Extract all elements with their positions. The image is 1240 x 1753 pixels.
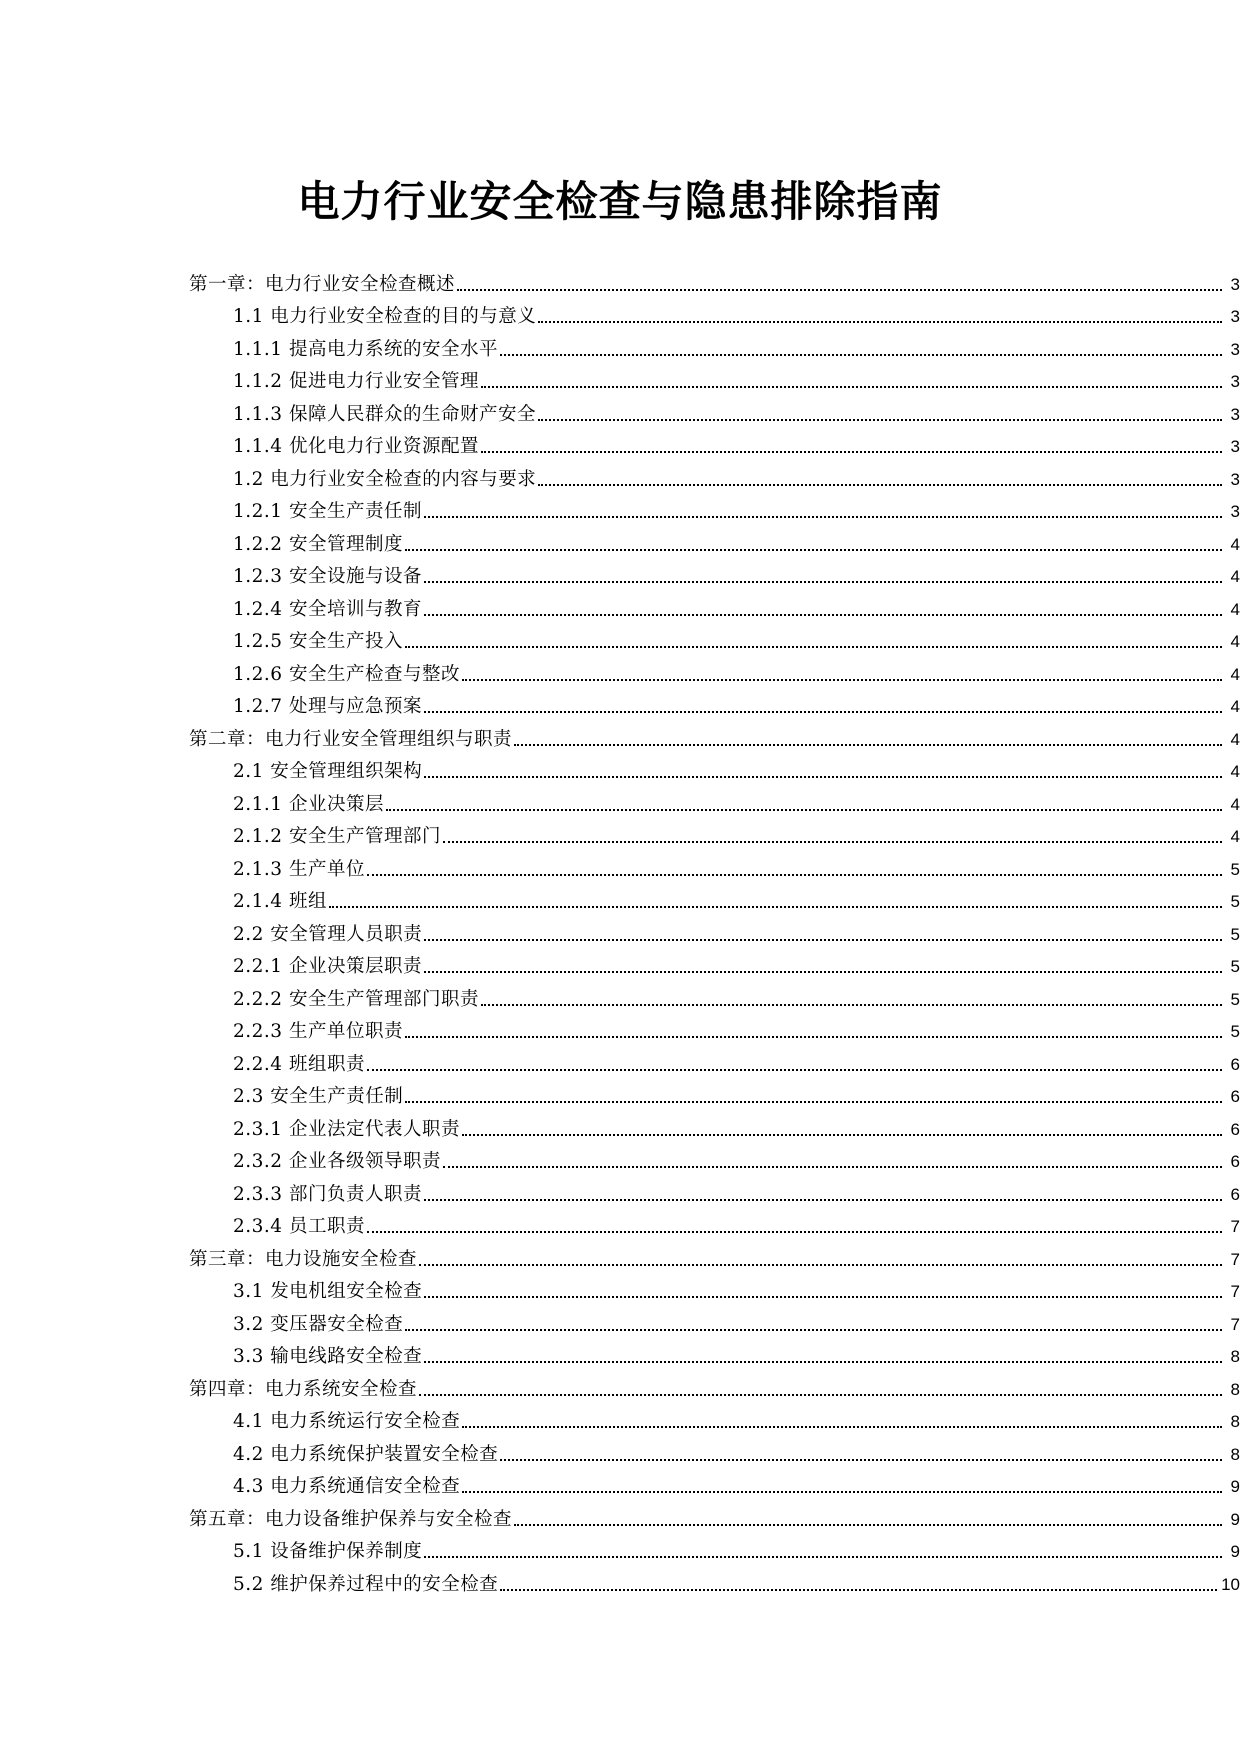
toc-page-number: 4 (1230, 762, 1240, 781)
toc-entry[interactable] (0, 268, 1240, 301)
dot-leader (500, 353, 1222, 356)
dot-leader (424, 580, 1222, 583)
toc-page-number: 4 (1230, 697, 1240, 716)
dot-leader (500, 1588, 1217, 1591)
dot-leader (405, 1100, 1222, 1103)
toc-page-number: 3 (1230, 274, 1240, 294)
toc-entry-title: 1.2.6 安全生产检查与整改 (233, 663, 460, 685)
toc-entry-title: 2.2.3 生产单位职责 (233, 1021, 403, 1042)
toc-page-number: 5 (1230, 859, 1240, 879)
dot-leader (462, 1490, 1222, 1493)
toc-page-number: 3 (1230, 372, 1240, 391)
toc-entry-title: 4.1 电力系统运行安全检查 (233, 1411, 461, 1432)
toc-page-number: 5 (1230, 1022, 1240, 1041)
toc-entry[interactable] (0, 398, 1240, 431)
toc-page-number: 4 (1230, 599, 1240, 619)
toc-entry[interactable] (0, 431, 1240, 464)
dot-leader (405, 1328, 1222, 1331)
toc-entry[interactable] (0, 528, 1240, 561)
toc-page-number: 8 (1230, 1412, 1240, 1431)
dot-leader (481, 1003, 1222, 1006)
toc-entry-title: 1.2.5 安全生产投入 (233, 631, 403, 652)
toc-entry-title: 2.2.4 班组职责 (233, 1053, 365, 1075)
dot-leader (329, 905, 1222, 908)
toc-entry-title: 2.2.1 企业决策层职责 (233, 956, 422, 977)
toc-page-number: 3 (1230, 404, 1240, 424)
toc-entry[interactable] (0, 886, 1240, 919)
toc-entry-title: 2.3 安全生产责任制 (233, 1086, 404, 1107)
dot-leader (424, 1555, 1222, 1558)
toc-entry[interactable] (0, 1373, 1240, 1406)
toc-entry[interactable] (0, 1211, 1240, 1244)
dot-leader (538, 483, 1222, 486)
toc-entry-title: 2.3.2 企业各级领导职责 (233, 1151, 441, 1172)
dot-leader (419, 1393, 1222, 1396)
toc-entry-title: 1.2.4 安全培训与教育 (233, 598, 422, 620)
toc-entry[interactable] (0, 496, 1240, 529)
dot-leader (386, 808, 1222, 811)
toc-entry[interactable] (0, 756, 1240, 789)
dot-leader (367, 1068, 1222, 1071)
toc-page-number: 8 (1230, 1379, 1240, 1399)
dot-leader (462, 1425, 1222, 1428)
toc-entry[interactable] (0, 1146, 1240, 1179)
dot-leader (443, 840, 1222, 843)
toc-page-number: 7 (1230, 1282, 1240, 1301)
toc-page-number: 3 (1230, 502, 1240, 521)
toc-entry[interactable] (0, 691, 1240, 724)
toc-entry-title: 2.1 安全管理组织架构 (233, 761, 423, 782)
toc-entry[interactable] (0, 821, 1240, 854)
toc-entry-title: 1.2.3 安全设施与设备 (233, 566, 422, 587)
dot-leader (405, 645, 1222, 648)
toc-entry[interactable] (0, 593, 1240, 626)
toc-entry-title: 1.1.1 提高电力系统的安全水平 (233, 338, 498, 360)
toc-page-number: 4 (1230, 632, 1240, 651)
toc-entry[interactable] (0, 1178, 1240, 1211)
toc-entry-title: 3.3 输电线路安全检查 (233, 1346, 423, 1367)
document-title: 电力行业安全检查与隐患排除指南 (297, 177, 943, 226)
dot-leader (500, 1458, 1222, 1461)
toc-entry-title: 2.3.4 员工职责 (233, 1216, 365, 1237)
toc-page-number: 3 (1230, 339, 1240, 359)
toc-page-number: 4 (1230, 534, 1240, 554)
toc-entry[interactable] (0, 1341, 1240, 1374)
toc-page-number: 6 (1230, 1152, 1240, 1171)
toc-entry-title: 2.2 安全管理人员职责 (233, 923, 423, 945)
dot-leader (481, 385, 1222, 388)
toc-entry[interactable] (0, 983, 1240, 1016)
dot-leader (538, 320, 1222, 323)
toc-page-number: 6 (1230, 1184, 1240, 1204)
dot-leader (405, 548, 1222, 551)
toc-entry[interactable] (0, 1081, 1240, 1114)
toc-page-number: 5 (1230, 957, 1240, 976)
toc-entry[interactable] (0, 1016, 1240, 1049)
toc-page-number: 4 (1230, 729, 1240, 749)
toc-entry[interactable] (0, 333, 1240, 366)
toc-page-number: 3 (1230, 437, 1240, 456)
toc-page-number: 7 (1230, 1314, 1240, 1334)
toc-entry-title: 2.1.3 生产单位 (233, 858, 365, 880)
toc-entry-title: 4.3 电力系统通信安全检查 (233, 1476, 461, 1497)
toc-entry-title: 1.1.2 促进电力行业安全管理 (233, 371, 479, 392)
toc-page-number: 10 (1221, 1574, 1240, 1594)
toc-entry-title: 1.2.1 安全生产责任制 (233, 501, 422, 522)
toc-entry[interactable] (0, 951, 1240, 984)
toc-entry-title: 2.1.1 企业决策层 (233, 793, 384, 815)
toc-page-number: 6 (1230, 1087, 1240, 1106)
toc-entry-title: 第二章：电力行业安全管理组织与职责 (189, 728, 513, 750)
dot-leader (424, 938, 1222, 941)
toc-entry-title: 1.2.7 处理与应急预案 (233, 696, 422, 717)
dot-leader (481, 450, 1222, 453)
toc-entry[interactable] (0, 366, 1240, 399)
dot-leader (424, 775, 1222, 778)
toc-entry[interactable] (0, 561, 1240, 594)
toc-entry-title: 第五章：电力设备维护保养与安全检查 (189, 1508, 513, 1530)
toc-entry[interactable] (0, 1276, 1240, 1309)
toc-page-number: 8 (1230, 1347, 1240, 1366)
toc-entry[interactable] (0, 463, 1240, 496)
dot-leader (424, 1295, 1222, 1298)
dot-leader (424, 1198, 1222, 1201)
dot-leader (424, 613, 1222, 616)
toc-entry[interactable] (0, 1503, 1240, 1536)
toc-entry-title: 2.3.1 企业法定代表人职责 (233, 1118, 460, 1140)
dot-leader (424, 1360, 1222, 1363)
toc-entry[interactable] (0, 918, 1240, 951)
dot-leader (424, 515, 1222, 518)
dot-leader (457, 288, 1222, 291)
toc-entry[interactable] (0, 1406, 1240, 1439)
toc-page-number: 5 (1230, 924, 1240, 944)
dot-leader (514, 743, 1222, 746)
dot-leader (367, 873, 1222, 876)
toc-entry-title: 第一章：电力行业安全检查概述 (189, 273, 456, 295)
toc-entry-title: 1.2 电力行业安全检查的内容与要求 (233, 468, 537, 490)
toc-page-number: 7 (1230, 1249, 1240, 1269)
toc-entry[interactable] (0, 658, 1240, 691)
dot-leader (419, 1263, 1222, 1266)
toc-entry[interactable] (0, 723, 1240, 756)
toc-entry[interactable] (0, 853, 1240, 886)
toc-page-number: 3 (1230, 307, 1240, 326)
toc-entry-title: 第三章：电力设施安全检查 (189, 1248, 418, 1270)
table-of-contents (0, 268, 1240, 1601)
dot-leader (514, 1523, 1222, 1526)
toc-entry[interactable] (0, 1438, 1240, 1471)
toc-entry-title: 1.1 电力行业安全检查的目的与意义 (233, 306, 537, 327)
dot-leader (538, 418, 1222, 421)
toc-entry-title: 2.1.4 班组 (233, 891, 327, 912)
toc-entry[interactable] (0, 1113, 1240, 1146)
toc-entry-title: 1.2.2 安全管理制度 (233, 533, 403, 555)
toc-page-number: 4 (1230, 794, 1240, 814)
toc-entry[interactable] (0, 301, 1240, 334)
dot-leader (443, 1165, 1222, 1168)
toc-entry[interactable] (0, 1243, 1240, 1276)
dot-leader (424, 970, 1222, 973)
dot-leader (367, 1230, 1222, 1233)
toc-entry[interactable] (0, 1308, 1240, 1341)
toc-page-number: 4 (1230, 827, 1240, 846)
toc-entry-title: 第四章：电力系统安全检查 (189, 1378, 418, 1400)
toc-entry[interactable] (0, 1471, 1240, 1504)
dot-leader (462, 678, 1222, 681)
toc-entry-title: 4.2 电力系统保护装置安全检查 (233, 1443, 499, 1465)
toc-page-number: 9 (1230, 1509, 1240, 1529)
toc-entry[interactable] (0, 626, 1240, 659)
toc-entry[interactable] (0, 788, 1240, 821)
toc-page-number: 3 (1230, 469, 1240, 489)
toc-page-number: 6 (1230, 1054, 1240, 1074)
toc-page-number: 4 (1230, 567, 1240, 586)
toc-page-number: 9 (1230, 1542, 1240, 1561)
toc-entry[interactable] (0, 1568, 1240, 1601)
toc-entry-title: 5.2 维护保养过程中的安全检查 (233, 1573, 499, 1595)
toc-page-number: 5 (1230, 892, 1240, 911)
toc-entry-title: 2.1.2 安全生产管理部门 (233, 826, 441, 847)
toc-entry[interactable] (0, 1536, 1240, 1569)
toc-entry-title: 1.1.4 优化电力行业资源配置 (233, 436, 479, 457)
dot-leader (405, 1035, 1222, 1038)
toc-page-number: 8 (1230, 1444, 1240, 1464)
toc-page-number: 6 (1230, 1119, 1240, 1139)
toc-entry-title: 5.1 设备维护保养制度 (233, 1541, 423, 1562)
toc-entry-title: 2.2.2 安全生产管理部门职责 (233, 988, 479, 1010)
toc-page-number: 5 (1230, 989, 1240, 1009)
dot-leader (424, 710, 1222, 713)
toc-entry-title: 2.3.3 部门负责人职责 (233, 1183, 422, 1205)
toc-entry-title: 3.1 发电机组安全检查 (233, 1281, 423, 1302)
toc-page-number: 7 (1230, 1217, 1240, 1236)
dot-leader (462, 1133, 1222, 1136)
toc-page-number: 9 (1230, 1477, 1240, 1496)
toc-entry-title: 1.1.3 保障人民群众的生命财产安全 (233, 403, 536, 425)
toc-entry-title: 3.2 变压器安全检查 (233, 1313, 404, 1335)
toc-entry[interactable] (0, 1048, 1240, 1081)
toc-page-number: 4 (1230, 664, 1240, 684)
